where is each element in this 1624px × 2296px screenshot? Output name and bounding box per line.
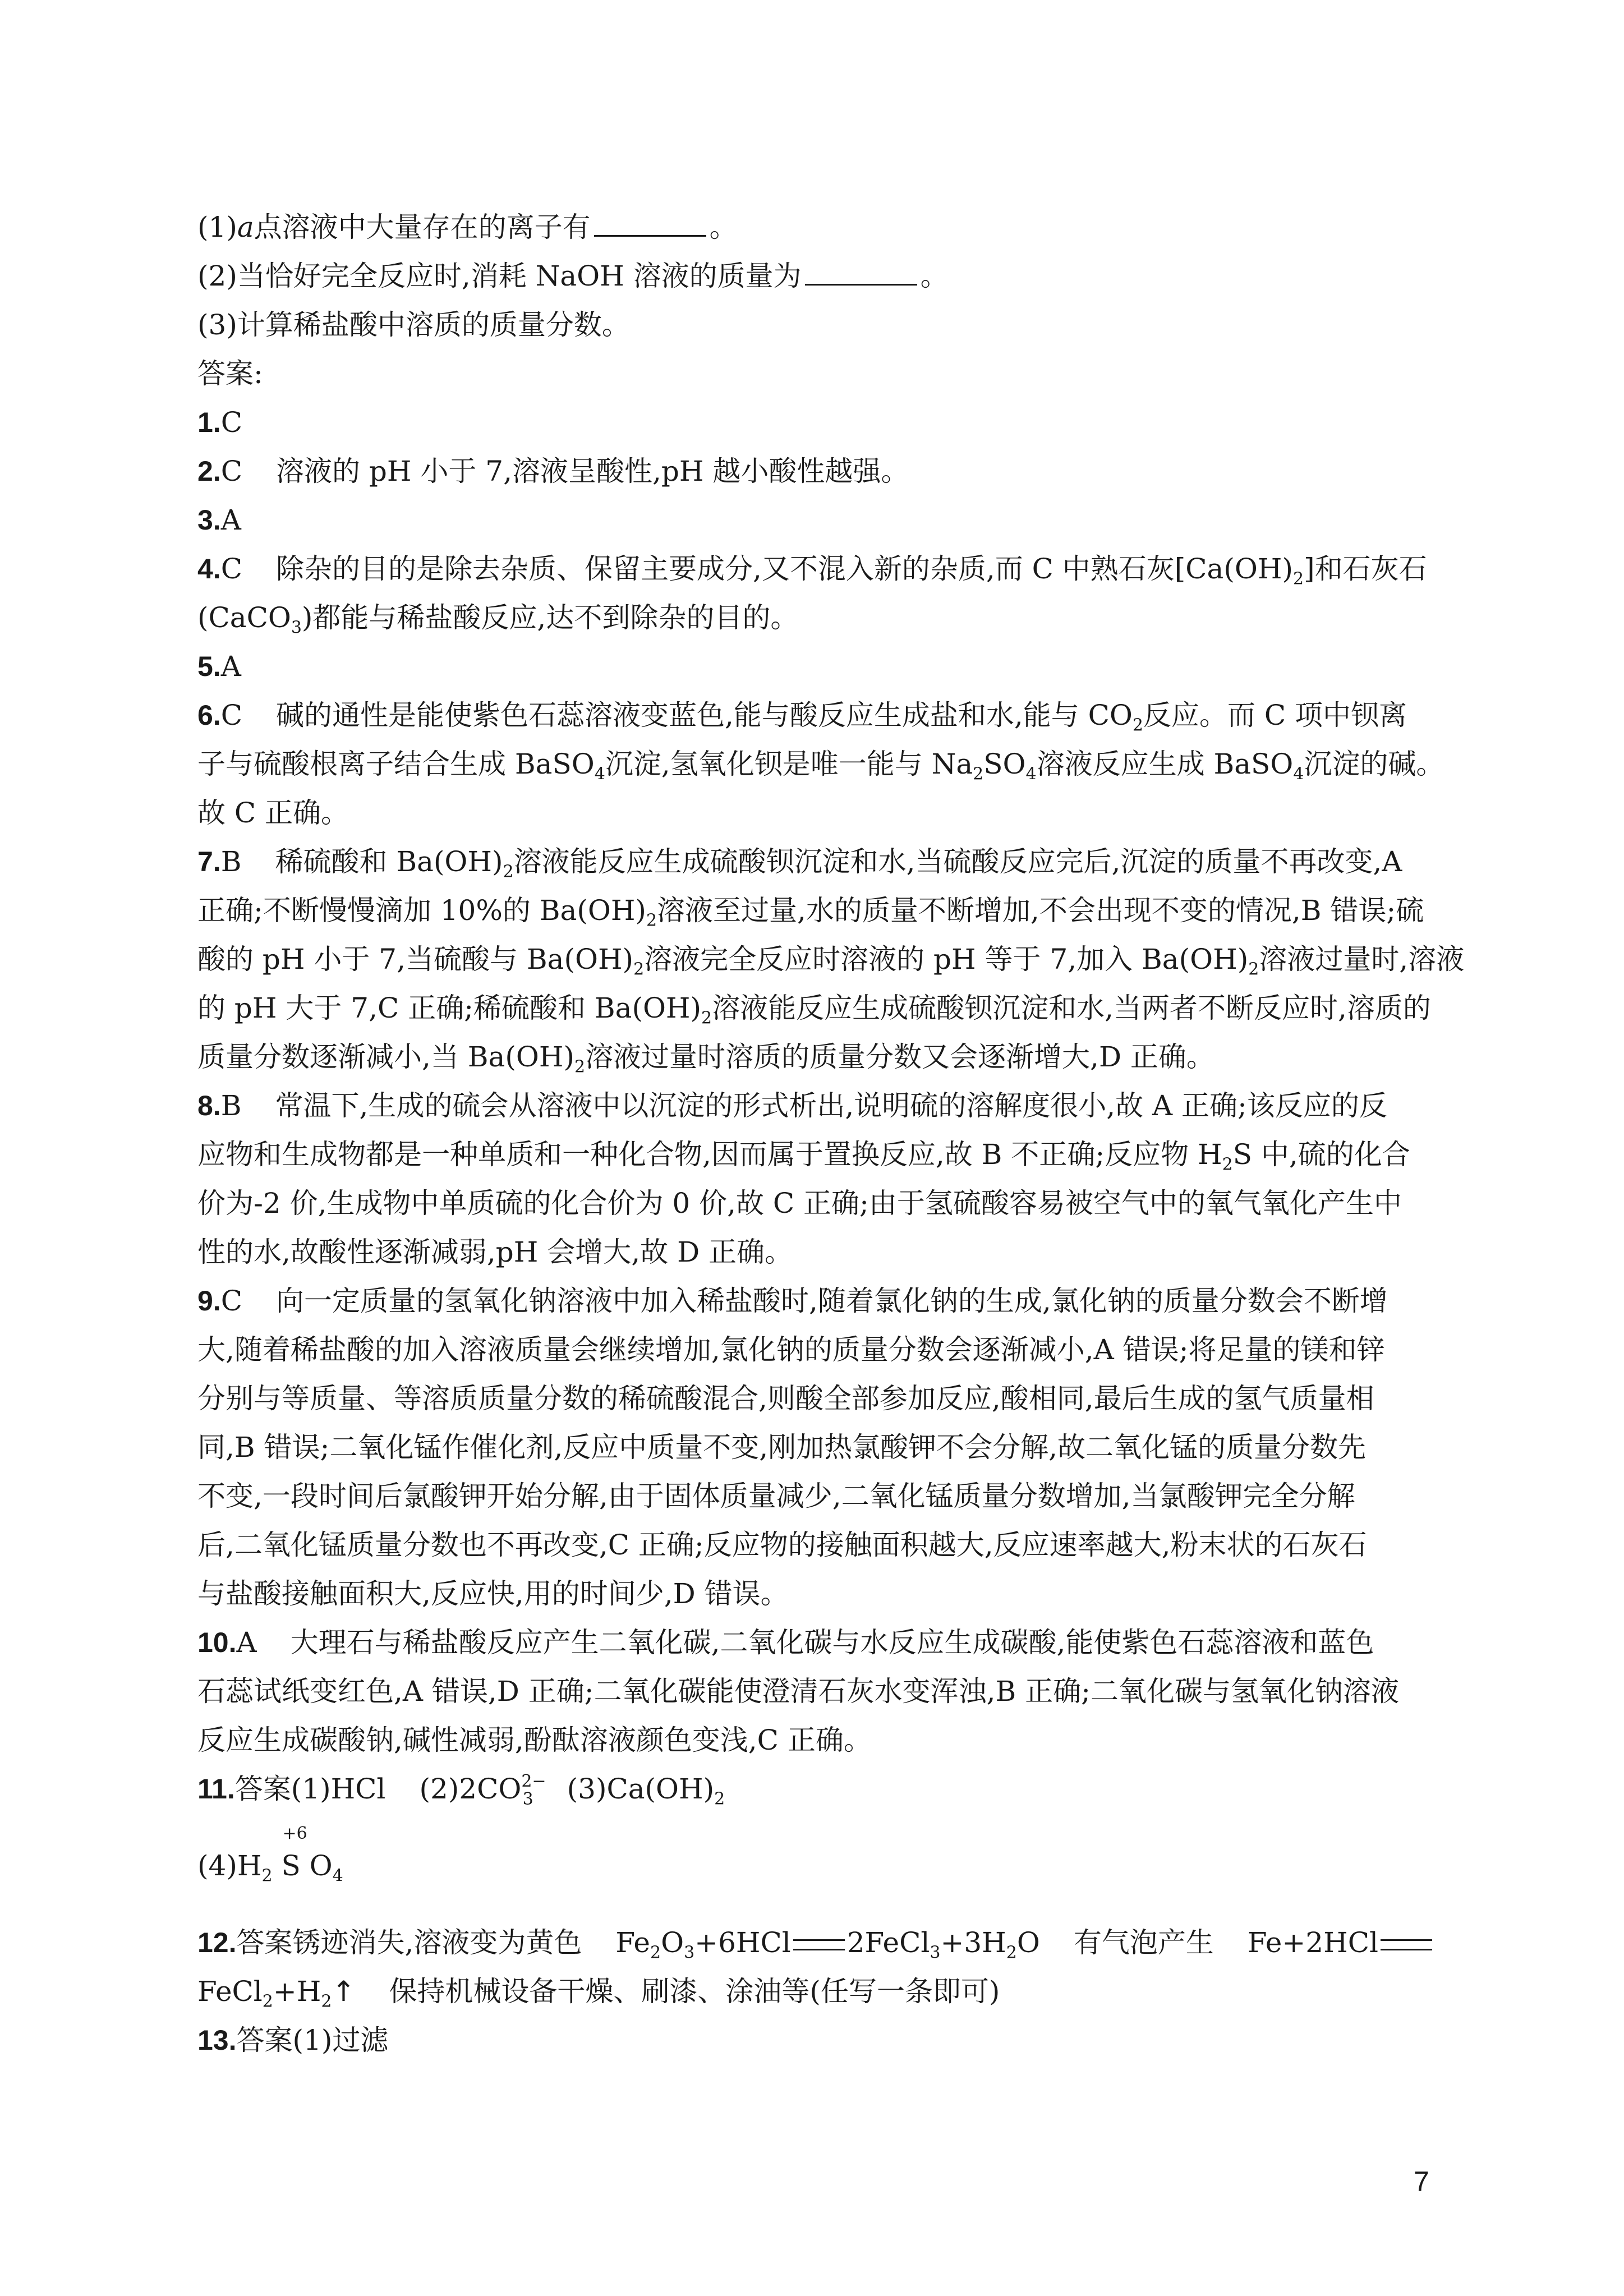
question-part-1: (1)a点溶液中大量存在的离子有 。 bbox=[197, 211, 738, 243]
answer-8: 8.B 常温下,生成的硫会从溶液中以沉淀的形式析出,说明硫的溶解度很小,故 A 正确;该反应的反 应物和生成物都是一种单质和一种化合物,因而属于置换反应,故 B 不正确;反应物 $H_2S$ 中,硫的化合 价为-2 价,生成物中单质硫的化合价为 0 价,故 C 正确;由于氢硫酸容易被空气中的氧气氧化产生中 性的水,故酸性逐渐减弱,pH 会增大,故 D 正确。 bbox=[197, 1089, 1410, 1268]
answer-4: 4.C 除杂的目的是除去杂质、保留主要成分,又不混入新的杂质,而 C 中熟石灰$[Ca(OH)_2]$和石灰石 (CaCO$_3$)都能与稀盐酸反应,达不到除杂的目的。 bbox=[197, 553, 1427, 638]
equals-sign bbox=[793, 1939, 845, 1950]
page-number: 7 bbox=[1414, 2166, 1429, 2197]
answer-7: 7.B 稀硫酸和 $Ba(OH)_2$溶液能反应生成硫酸钡沉淀和水,当硫酸反应完后,沉淀的质量不再改变,A 正确;不断慢慢滴加 10%的 $Ba(OH)_2$溶液至过量,水的质量不断增加,不会出现不变的情况,B 错误;硫 酸的 pH 小于 7,当硫酸与 $Ba(OH)_2$溶液完全反应时溶液的 pH 等于 7,加入 $Ba(OH)_2$溶液过量时,溶液 的 pH 大于 7,C 正确;稀硫酸和 $Ba(OH)_2$溶液能反应生成硫酸钡沉淀和水,当两者不断反应时,溶质的 质量分数逐渐减小,当 $Ba(OH)_2$溶液过量时溶质的质量分数又会逐渐增大,D 正确。 bbox=[197, 845, 1465, 1077]
answer-blank bbox=[805, 261, 917, 286]
answer-10: 10.A 大理石与稀盐酸反应产生二氧化碳,二氧化碳与水反应生成碳酸,能使紫色石蕊溶液和蓝色 石蕊试纸变红色,A 错误,D 正确;二氧化碳能使澄清石灰水变浑浊,B 正确;二氧化碳与氢氧化钠溶液 反应生成碳酸钠,碱性减弱,酚酞溶液颜色变浅,C 正确。 bbox=[197, 1626, 1399, 1756]
equals-sign bbox=[1381, 1939, 1432, 1950]
question-part-3: (3)计算稀盐酸中溶质的质量分数。 bbox=[197, 309, 630, 341]
question-part-2: (2)当恰好完全反应时,消耗 NaOH 溶液的质量为 。 bbox=[197, 260, 949, 292]
answer-9: 9.C 向一定质量的氢氧化钠溶液中加入稀盐酸时,随着氯化钠的生成,氯化钠的质量分数会不断增 大,随着稀盐酸的加入溶液质量会继续增加,氯化钠的质量分数会逐渐减小,A 错误;将足量的镁和锌 分别与等质量、等溶质质量分数的稀硫酸混合,则酸全部参加反应,酸相同,最后生成的氢气质量相 同,B 错误;二氧化锰作催化剂,反应中质量不变,刚加热氯酸钾不会分解,故二氧化锰的质量分数先 不变,一段时间后氯酸钾开始分解,由于固体质量减少,二氧化锰质量分数增加,当氯酸钾完全分解 后,二氧化锰质量分数也不再改变,C 正确;反应物的接触面积越大,反应速率越大,粉末状的石灰石 与盐酸接触面积大,反应快,用的时间少,D 错误。 bbox=[197, 1285, 1388, 1610]
answer-blank bbox=[594, 213, 706, 237]
answer-1: 1.C bbox=[197, 406, 242, 439]
answer-3: 3.A bbox=[197, 504, 241, 536]
answer-11: 11.答案(1)HCl $(2)2CO^{2-}_3$ $(3)Ca(OH)_2$ $(4)H_2$ +6 S $O_4$ bbox=[197, 1772, 725, 1886]
answer-6: 6.C 碱的通性是能使紫色石蕊溶液变蓝色,能与酸反应生成盐和水,能与 $CO_2$反应。而 C 项中钡离 子与硫酸根离子结合生成 BaSO$_4$沉淀,氢氧化钡是唯一能与 $Na_2SO_4$溶液反应生成 BaSO$_4$沉淀的碱。 故 C 正确。 bbox=[197, 699, 1444, 829]
answer-2: 2.C 溶液的 pH 小于 7,溶液呈酸性,pH 越小酸性越强。 bbox=[197, 455, 909, 487]
answer-12: 12.答案锈迹消失,溶液变为黄色 $Fe_2O_3+6HCl$ $2FeCl_3+3H_2O$ 有气泡产生 Fe+2HCl $FeCl_2+H_2↑$ 保持机械设备干燥、刷漆、涂油等(任写一条即可) bbox=[197, 1918, 1432, 2016]
answer-5: 5.A bbox=[197, 650, 241, 683]
document-body bbox=[197, 203, 1465, 2065]
answers-heading: 答案: bbox=[197, 357, 263, 390]
answer-13: 13.答案(1)过滤 bbox=[197, 2024, 389, 2056]
gas-arrow-icon: ↑ bbox=[332, 1975, 356, 2008]
